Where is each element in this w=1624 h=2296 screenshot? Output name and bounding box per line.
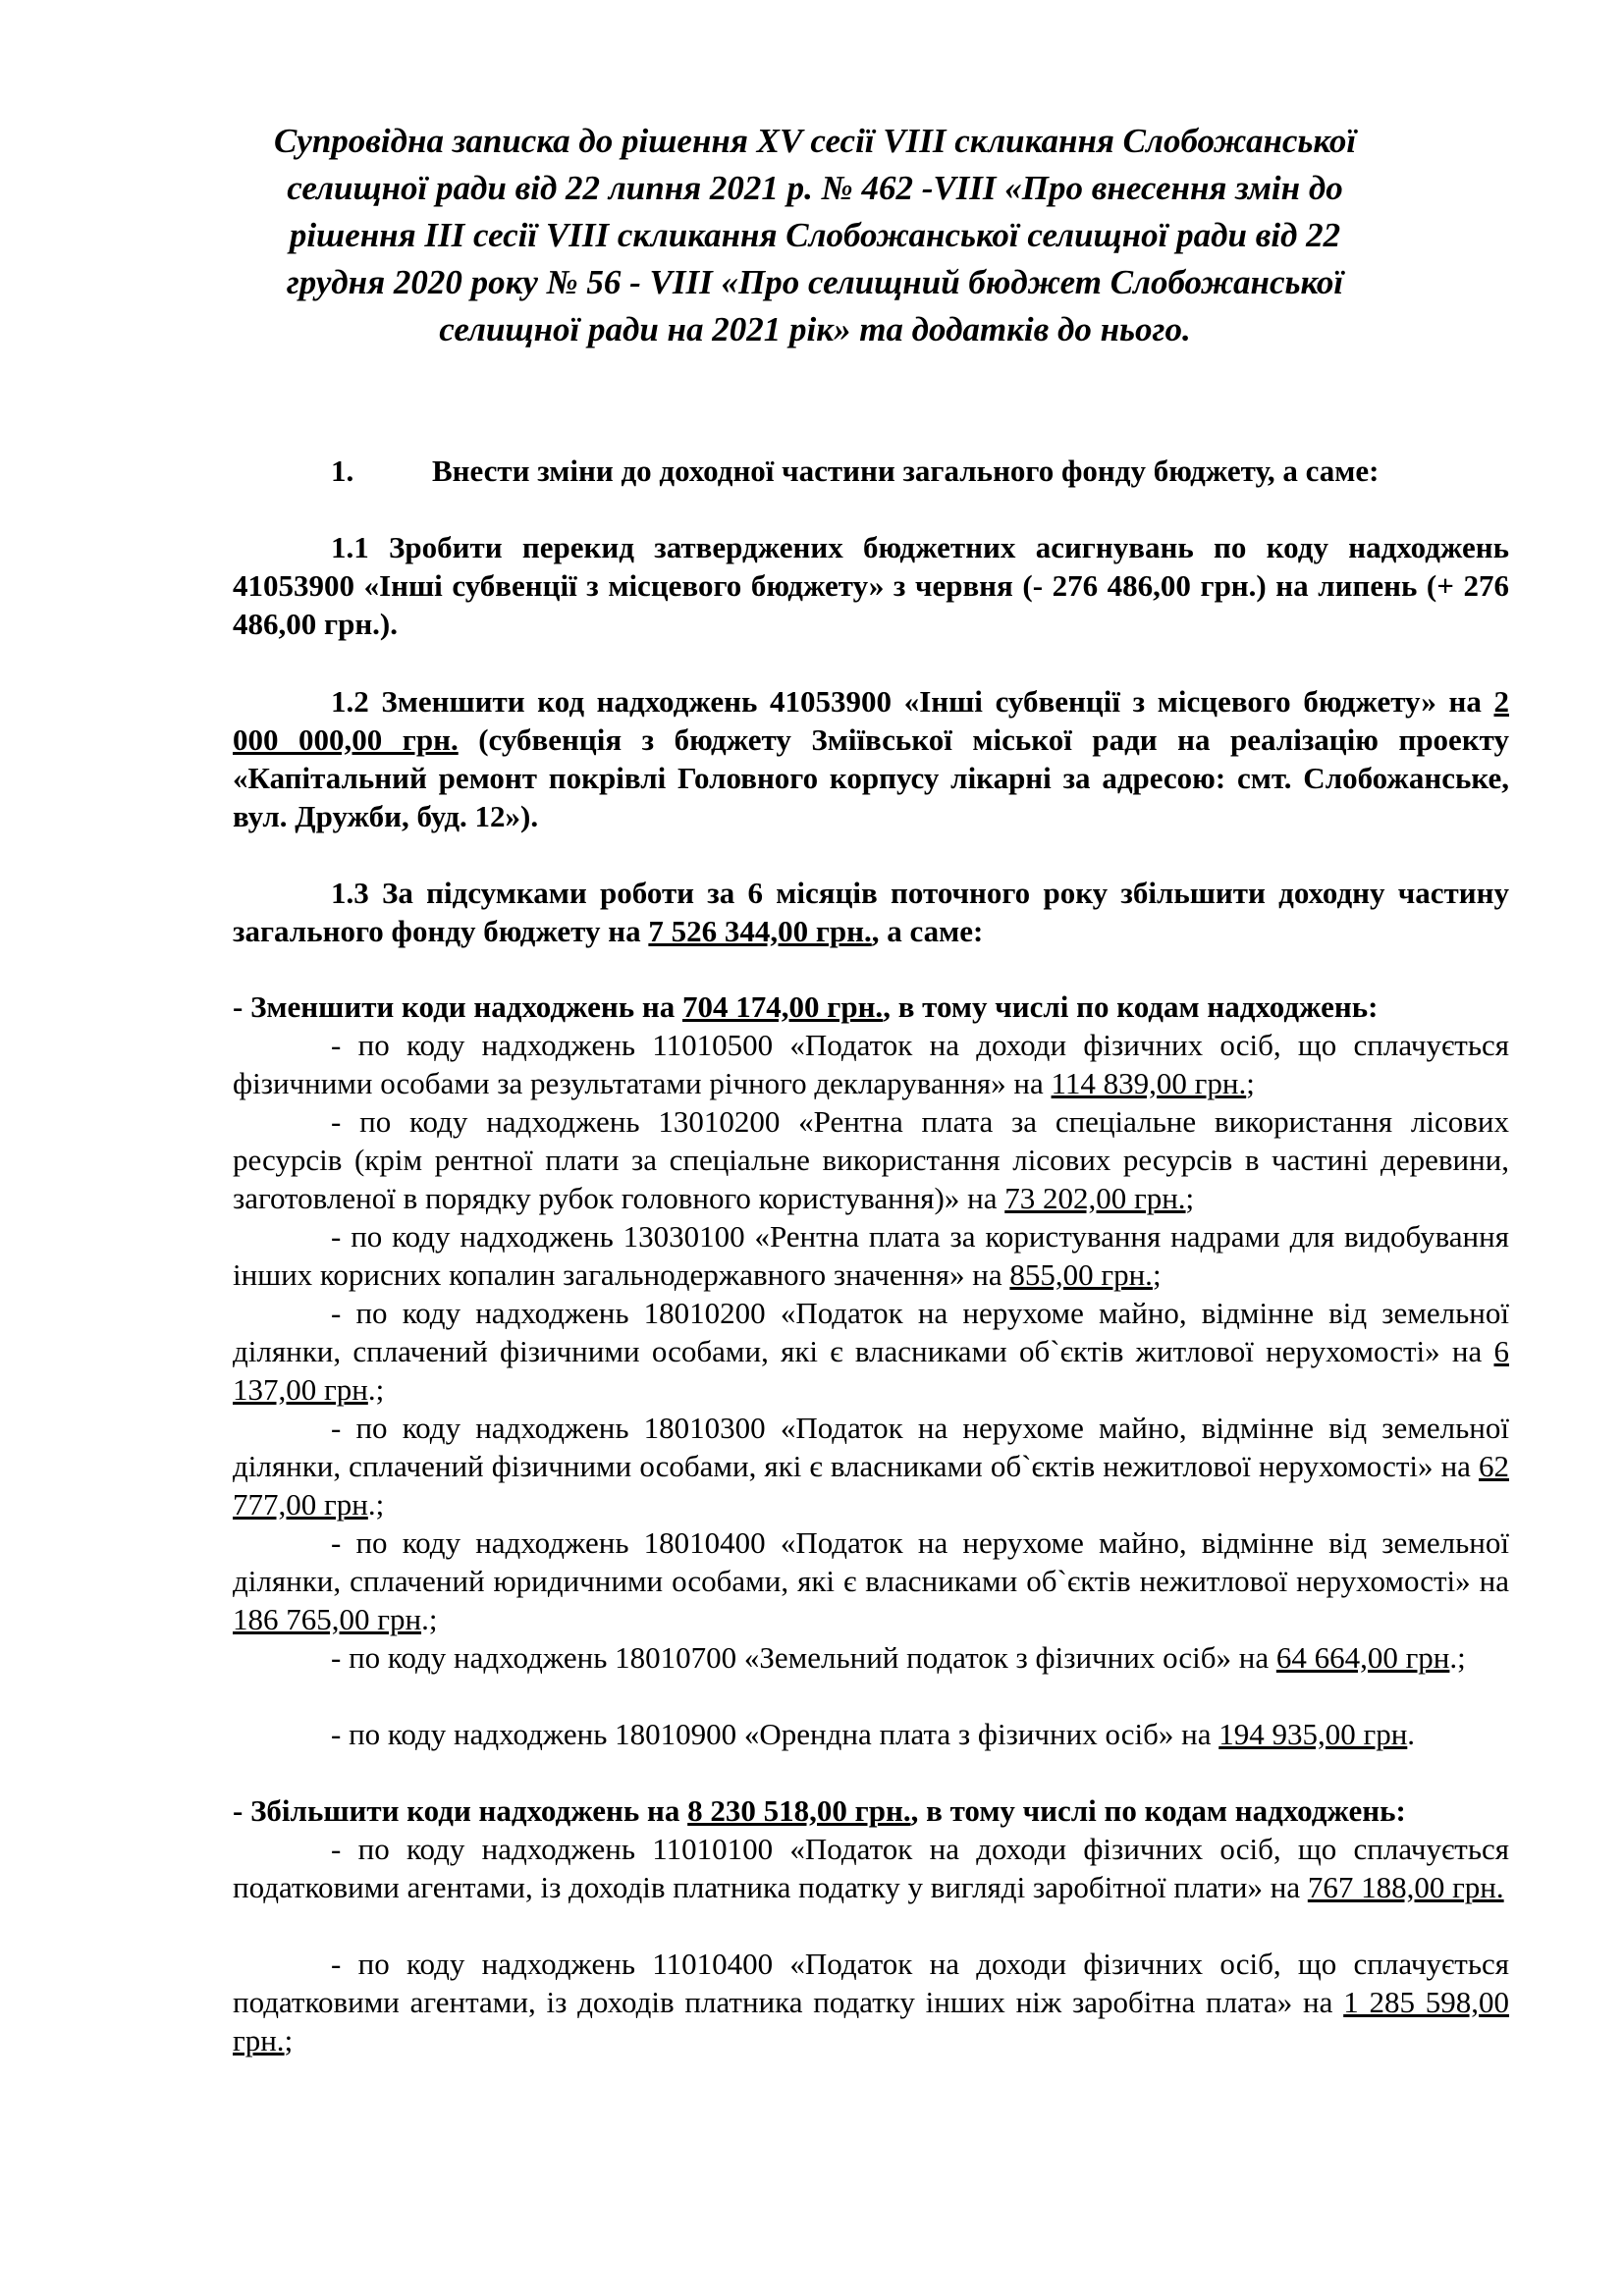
list-item-text: - по коду надходжень 18010200 «Податок на нерухоме майно, відмінне від земельної ділянки, сплачений фізичними особами, які є власниками об`єктів житлової нерухомості» на [233,1296,1509,1368]
list-item-text: - по коду надходжень 11010100 «Податок на доходи фізичних осіб, що сплачується податковими агентами, із доходів платника податку у вигляді заробітної плати» на [233,1832,1509,1904]
paragraph-1-3-amount: 7 526 344,00 грн. [648,914,872,948]
decrease-heading-end: , в тому числі по кодам надходжень: [883,989,1379,1024]
section-heading: Внести зміни до доходної частини загального фонду бюджету, а саме: [432,454,1380,488]
paragraph-1-2-text: 1.2 Зменшити код надходжень 41053900 «Інші субвенції з місцевого бюджету» на [331,684,1494,719]
list-item-text: - по коду надходжень 18010300 «Податок на нерухоме майно, відмінне від земельної ділянки, сплачений фізичними особами, які є власниками об`єктів нежитлової нерухомості» на [233,1411,1509,1483]
list-item [233,1217,1509,1294]
list-item-text: - по коду надходжень 18010900 «Орендна плата з фізичних осіб» на [331,1717,1219,1751]
list-item-amount: 186 765,00 грн [233,1602,422,1636]
document-title: Супровідна записка до рішення XV сесії VIII скликання Слобожанської селищної ради від 22 липня 2021 р. № 462 -VIII «Про внесення змін до рішення III сесії VIII скликання Слобожанської селищної ради від 22 грудня 2020 року № 56 - VIII «Про селищний бюджет Слобожанської селищної ради на 2021 рік» та додатків до нього. [273,122,1357,348]
list-item-amount: 767 188,00 грн. [1307,1870,1504,1904]
increase-heading-end: , в тому числі по кодам надходжень: [910,1793,1406,1828]
list-item-end: .; [367,1487,385,1522]
list-item [233,1102,1509,1217]
paragraph-1-2 [233,682,1509,835]
list-item-end: ; [1185,1181,1195,1215]
list-item [233,1945,1509,2059]
list-item-text: - по коду надходжень 13030100 «Рентна плата за користування надрами для видобування інших корисних копалин загальнодержавного значення» на [233,1219,1509,1292]
list-item [233,1638,1509,1677]
paragraph-1-1: 1.1 Зробити перекид затверджених бюджетних асигнувань по коду надходжень 41053900 «Інші субвенції з місцевого бюджету» з червня (- 276 486,00 грн.) на липень (+ 276 486,00 грн.). [233,530,1509,641]
list-item-end: .; [1449,1640,1466,1675]
paragraph-1-3 [233,874,1509,950]
list-item [233,1026,1509,1102]
list-item-amount: 855,00 грн. [1009,1257,1153,1292]
list-item-amount: 194 935,00 грн [1218,1717,1408,1751]
list-item-text: - по коду надходжень 11010500 «Податок на доходи фізичних осіб, що сплачується фізичними особами за результатами річного декларування» на [233,1028,1509,1100]
list-item-end: ; [1246,1066,1255,1100]
increase-heading-text: - Збільшити коди надходжень на [233,1793,688,1828]
list-item [233,1523,1509,1638]
list-item [233,1830,1509,1906]
list-item-amount: 62 777,00 грн [233,1449,1509,1522]
list-item-text: - по коду надходжень 18010700 «Земельний податок з фізичних осіб» на [331,1640,1276,1675]
decrease-total-amount: 704 174,00 грн. [682,989,884,1024]
list-item-end: .; [421,1602,438,1636]
paragraph-1-3-text: 1.3 За підсумками роботи за 6 місяців поточного року збільшити доходну частину загального фонду бюджету на [233,876,1509,948]
list-item [233,1294,1509,1409]
list-item-end: ; [1152,1257,1162,1292]
list-item-amount: 64 664,00 грн [1275,1640,1450,1675]
list-item-text: - по коду надходжень 13010200 «Рентна плата за спеціальне використання лісових ресурсів (крім рентної плати за спеціальне використання лісових ресурсів в частині деревини, заготовленої в порядку рубок головного користування)» на [233,1104,1509,1215]
list-item-amount: 73 202,00 грн. [1004,1181,1186,1215]
increase-total-amount: 8 230 518,00 грн. [687,1793,911,1828]
list-item-end: .; [367,1372,385,1407]
list-item [233,1409,1509,1523]
paragraph-1-3-text-end: , а саме: [871,914,984,948]
paragraph-1-2-amount: 2 000 000,00 грн. [233,684,1509,757]
list-item-amount: 6 137,00 грн [233,1334,1509,1407]
list-item-amount: 1 285 598,00 грн. [233,1985,1510,2057]
increase-heading [233,1791,1509,1830]
section-number: 1. [331,454,354,488]
list-item-end: . [1407,1717,1416,1751]
list-item-text: - по коду надходжень 11010400 «Податок на доходи фізичних осіб, що сплачується податковими агентами, із доходів платника податку інших ніж заробітна плата» на [233,1947,1509,2019]
decrease-heading [233,988,1509,1026]
list-item-amount: 114 839,00 грн. [1051,1066,1247,1100]
paragraph-1-2-text-end: (субвенція з бюджету Зміївської міської ради на реалізацію проекту «Капітальний ремонт покрівлі Головного корпусу лікарні за адресою: смт. Слобожанське, вул. Дружби, буд. 12»). [233,722,1509,833]
list-item [233,1715,1509,1753]
list-item-text: - по коду надходжень 18010400 «Податок на нерухоме майно, відмінне від земельної ділянки, сплачений юридичними особами, які є власниками об`єктів нежитлової нерухомості» на [233,1525,1509,1598]
decrease-heading-text: - Зменшити коди надходжень на [233,989,682,1024]
list-item-end: ; [284,2023,294,2057]
